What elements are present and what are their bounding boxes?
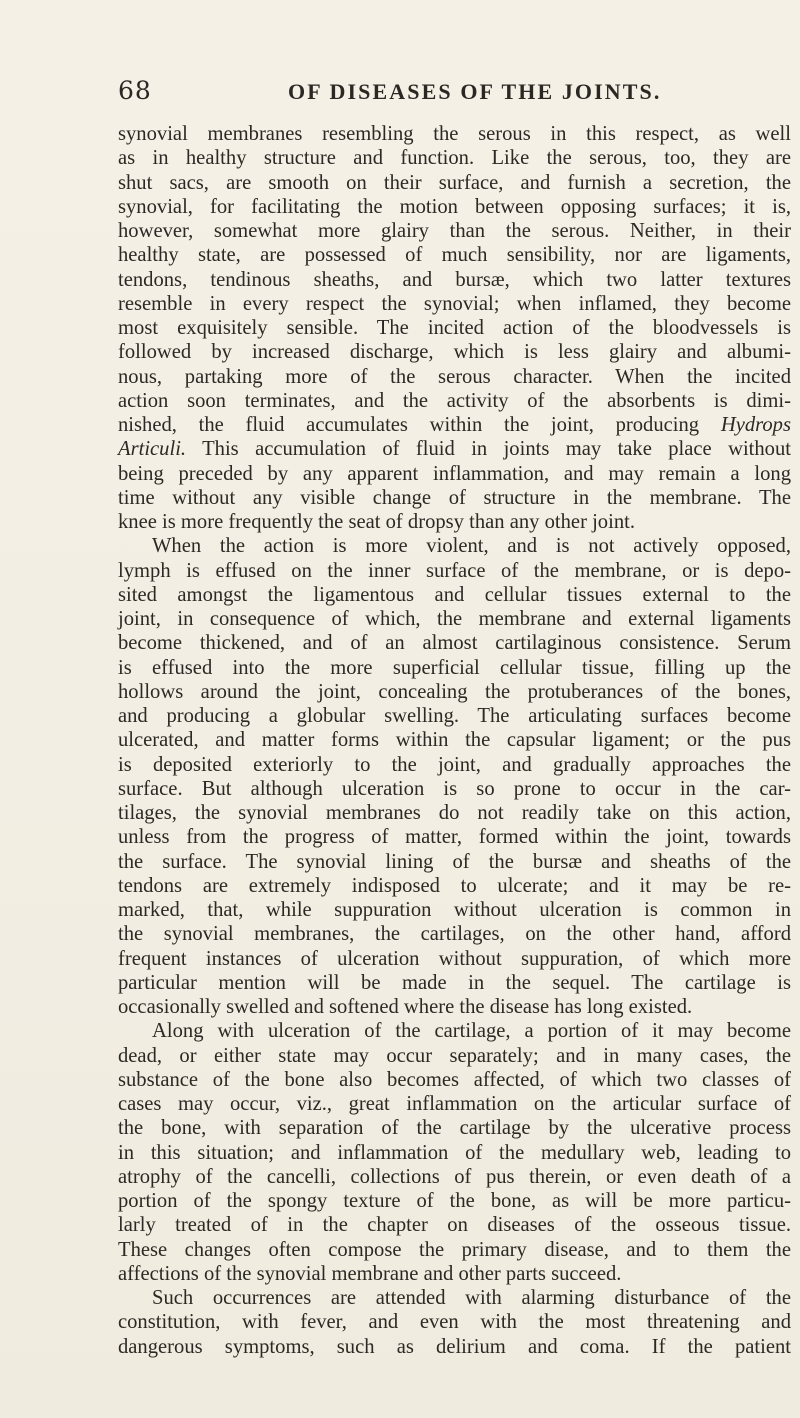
page-number: 68 (118, 76, 152, 105)
running-head (118, 76, 800, 108)
text-line: synovial membranes resembling the serous in this respect, as well (118, 123, 791, 145)
text-line: substance of the bone also becomes affected, of which two classes of (118, 1068, 791, 1091)
text-line: Such occurrences are attended with alarming disturbance of the (152, 1287, 791, 1309)
text-line: dangerous symptoms, such as delirium and coma. If the patient (118, 1335, 791, 1358)
text-line: in this situation; and inflammation of the medullary web, leading to (118, 1141, 791, 1164)
text-line: lymph is effused on the inner surface of the membrane, or is depo- (118, 559, 791, 582)
text-line: nished, the fluid accumulates within the joint, producing Hydrops (118, 414, 791, 436)
text-line: the surface. The synovial lining of the bursæ and sheaths of the (118, 850, 791, 873)
text-line: marked, that, while suppuration without ulceration is common in (118, 899, 791, 921)
text-line: particular mention will be made in the sequel. The cartilage is (118, 971, 791, 994)
text-line: as in healthy structure and function. Like the serous, too, they are (118, 147, 791, 170)
text-line: is effused into the more superficial cellular tissue, filling up the (118, 656, 791, 679)
text-line: is deposited exteriorly to the joint, and gradually approaches the (118, 753, 791, 776)
text-line: ulcerated, and matter forms within the capsular ligament; or the pus (118, 729, 791, 752)
text-line: surface. But although ulceration is so prone to occur in the car- (118, 777, 791, 800)
text-line: cases may occur, viz., great inflammation on the articular surface of (118, 1093, 791, 1115)
text-line: frequent instances of ulceration without suppuration, of which more (118, 947, 791, 970)
italic-term: Hydrops (720, 414, 791, 436)
text-line: become thickened, and of an almost cartilaginous consistence. Serum (118, 632, 791, 655)
text-line: and producing a globular swelling. The articulating surfaces become (118, 705, 791, 727)
text-line: followed by increased discharge, which is less glairy and albumi- (118, 341, 791, 364)
text-line: These changes often compose the primary disease, and to them the (118, 1238, 791, 1261)
text-line: action soon terminates, and the activity of the absorbents is dimi- (118, 389, 791, 412)
text-line: the bone, with separation of the cartilage by the ulcerative process (118, 1117, 791, 1140)
text-line: resemble in every respect the synovial; when inflamed, they become (118, 292, 791, 315)
text-line: healthy state, are possessed of much sensibility, nor are ligaments, (118, 244, 791, 267)
text-line: affections of the synovial membrane and other parts succeed. (118, 1262, 622, 1285)
text-line: nous, partaking more of the serous character. When the incited (118, 365, 791, 388)
text-line: being preceded by any apparent inflammation, and may remain a long (118, 462, 791, 485)
text-line: hollows around the joint, concealing the protuberances of the bones, (118, 680, 791, 703)
text-line: atrophy of the cancelli, collections of pus therein, or even death of a (118, 1165, 791, 1188)
text-line: joint, in consequence of which, the membrane and external ligaments (118, 608, 791, 630)
text-line: however, somewhat more glairy than the serous. Neither, in their (118, 220, 791, 242)
text-line: most exquisitely sensible. The incited action of the bloodvessels is (118, 317, 791, 339)
text-line: When the action is more violent, and is not actively opposed, (152, 535, 791, 558)
text-line: sited amongst the ligamentous and cellular tissues external to the (118, 583, 791, 606)
text-line: knee is more frequently the seat of dropsy than any other joint. (118, 511, 635, 533)
text-line: synovial, for facilitating the motion between opposing surfaces; it is, (118, 195, 791, 218)
text-line: shut sacs, are smooth on their surface, and furnish a secretion, the (118, 171, 791, 194)
text-line: dead, or either state may occur separately; and in many cases, the (118, 1044, 791, 1067)
text-line: larly treated of in the chapter on diseases of the osseous tissue. (118, 1214, 791, 1237)
text-line: tendons are extremely indisposed to ulcerate; and it may be re- (118, 874, 791, 897)
text-line: constitution, with fever, and even with the most threatening and (118, 1311, 791, 1334)
text-line: the synovial membranes, the cartilages, on the other hand, afford (118, 923, 791, 946)
text-line: occasionally swelled and softened where the disease has long existed. (118, 996, 693, 1018)
italic-term: Articuli. (118, 438, 187, 461)
text-line: tilages, the synovial membranes do not readily take on this action, (118, 802, 791, 824)
text-line: tendons, tendinous sheaths, and bursæ, which two latter textures (118, 268, 791, 291)
running-title: OF DISEASES OF THE JOINTS. (288, 79, 662, 104)
text-line: time without any visible change of structure in the membrane. The (118, 486, 791, 509)
text-line: portion of the spongy texture of the bone, as will be more particu- (118, 1190, 791, 1212)
body-text (118, 122, 791, 1359)
text-line: unless from the progress of matter, formed within the joint, towards (118, 826, 791, 849)
text-line: Along with ulceration of the cartilage, a portion of it may become (152, 1020, 791, 1043)
text-line: Articuli. This accumulation of fluid in joints may take place without (118, 438, 791, 461)
